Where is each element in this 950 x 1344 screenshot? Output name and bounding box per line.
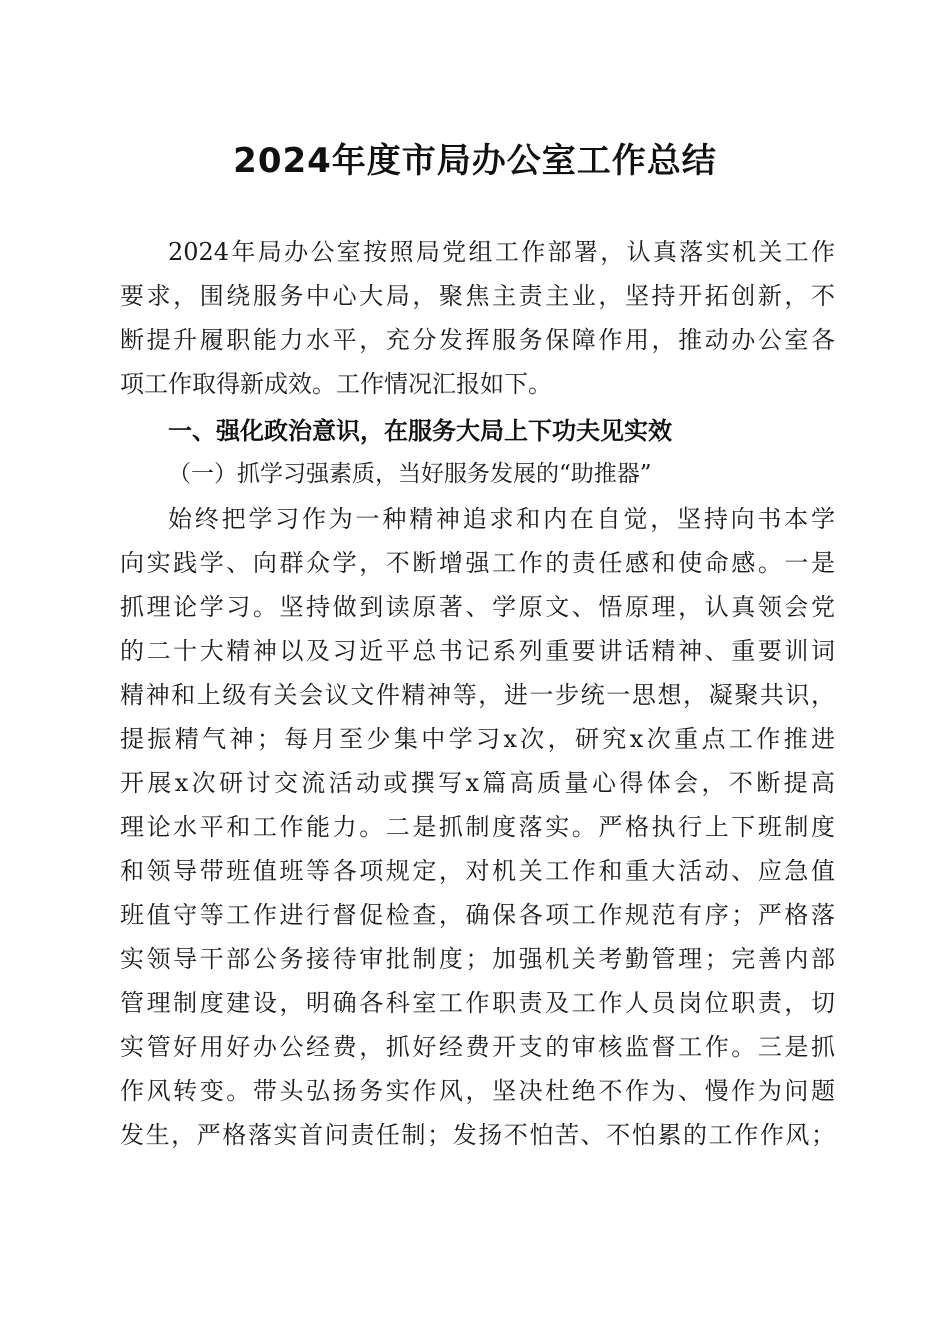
body-line: 和领导带班值班等各项规定，对机关工作和重大活动、应急值 bbox=[120, 857, 835, 885]
body-line: 向实践学、向群众学，不断增强工作的责任感和使命感。一是 bbox=[120, 549, 835, 577]
body-line: 始终把学习作为一种精神追求和内在自觉，坚持向书本学 bbox=[168, 505, 835, 533]
body-line: 实管好用好办公经费，抓好经费开支的审核监督工作。三是抓 bbox=[120, 1033, 835, 1061]
subsection-heading: （一）抓学习强素质，当好服务发展的“助推器” bbox=[168, 461, 652, 487]
intro-line: 2024年局办公室按照局党组工作部署，认真落实机关工作 bbox=[168, 238, 835, 266]
body-line: 精神和上级有关会议文件精神等，进一步统一思想，凝聚共识， bbox=[120, 681, 835, 709]
body-line: 理论水平和工作能力。二是抓制度落实。严格执行上下班制度 bbox=[120, 813, 835, 841]
page-title: 2024年度市局办公室工作总结 bbox=[233, 141, 717, 181]
body-line: 管理制度建设，明确各科室工作职责及工作人员岗位职责，切 bbox=[120, 989, 835, 1017]
body-line: 实领导干部公务接待审批制度；加强机关考勤管理；完善内部 bbox=[120, 945, 835, 973]
body-line: 作风转变。带头弘扬务实作风，坚决杜绝不作为、慢作为问题 bbox=[120, 1077, 835, 1105]
intro-line: 项工作取得新成效。工作情况汇报如下。 bbox=[120, 370, 552, 398]
body-line: 提振精气神；每月至少集中学习x次，研究x次重点工作推进 bbox=[120, 725, 835, 753]
intro-line: 要求，围绕服务中心大局，聚焦主责主业，坚持开拓创新，不 bbox=[120, 282, 835, 310]
body-line: 抓理论学习。坚持做到读原著、学原文、悟原理，认真领会党 bbox=[120, 593, 835, 621]
body-line: 开展x次研讨交流活动或撰写x篇高质量心得体会，不断提高 bbox=[120, 769, 835, 797]
section-heading: 一、强化政治意识，在服务大局上下功夫见实效 bbox=[168, 417, 672, 445]
body-line: 的二十大精神以及习近平总书记系列重要讲话精神、重要训词 bbox=[120, 637, 835, 665]
body-line: 班值守等工作进行督促检查，确保各项工作规范有序；严格落 bbox=[120, 901, 835, 929]
body-line: 发生，严格落实首问责任制；发扬不怕苦、不怕累的工作作风； bbox=[120, 1121, 835, 1149]
intro-line: 断提升履职能力水平，充分发挥服务保障作用，推动办公室各 bbox=[120, 326, 835, 354]
